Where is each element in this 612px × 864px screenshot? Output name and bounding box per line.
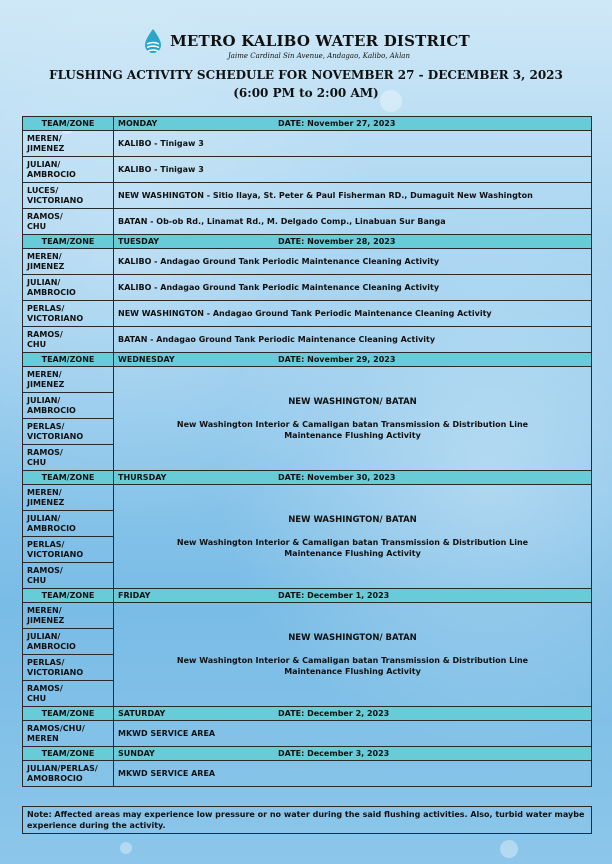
day-header-row bbox=[23, 353, 592, 367]
day-date: DATE: November 30, 2023 bbox=[278, 473, 396, 482]
merged-activity-cell bbox=[114, 603, 592, 707]
day-header-row bbox=[23, 589, 592, 603]
team-zone-header: TEAM/ZONE bbox=[23, 589, 114, 603]
schedule-time: (6:00 PM to 2:00 AM) bbox=[233, 86, 379, 100]
table-row bbox=[23, 367, 592, 393]
table-row bbox=[23, 721, 592, 747]
team-zone-header: TEAM/ZONE bbox=[23, 117, 114, 131]
activity-cell: BATAN - Andagao Ground Tank Periodic Maintenance Cleaning Activity bbox=[114, 327, 592, 353]
team-cell: JULIAN/ AMBROCIO bbox=[23, 511, 114, 537]
activity-cell: NEW WASHINGTON - Sitio Ilaya, St. Peter & Paul Fisherman RD., Dumaguit New Washington bbox=[114, 183, 592, 209]
merged-activity-desc: New Washington Interior & Camaligan batan Transmission & Distribution Line Maintenance Flushing Activity bbox=[176, 419, 529, 440]
team-cell: PERLAS/ VICTORIANO bbox=[23, 301, 114, 327]
day-header-row bbox=[23, 707, 592, 721]
activity-cell: NEW WASHINGTON - Andagao Ground Tank Periodic Maintenance Cleaning Activity bbox=[114, 301, 592, 327]
day-header-cell bbox=[114, 707, 592, 721]
day-date: DATE: December 3, 2023 bbox=[278, 749, 390, 758]
day-date: DATE: December 1, 2023 bbox=[278, 591, 390, 600]
team-cell: LUCES/ VICTORIANO bbox=[23, 183, 114, 209]
activity-cell: KALIBO - Tinigaw 3 bbox=[114, 131, 592, 157]
activity-cell: KALIBO - Andagao Ground Tank Periodic Maintenance Cleaning Activity bbox=[114, 275, 592, 301]
merged-activity-title: NEW WASHINGTON/ BATAN bbox=[288, 632, 417, 643]
merged-activity-cell bbox=[114, 485, 592, 589]
table-row bbox=[23, 761, 592, 787]
day-header-cell bbox=[114, 117, 592, 131]
day-name: SATURDAY bbox=[118, 709, 166, 718]
team-cell: PERLAS/ VICTORIANO bbox=[23, 419, 114, 445]
table-row bbox=[23, 209, 592, 235]
team-zone-header: TEAM/ZONE bbox=[23, 353, 114, 367]
note-box: Note: Affected areas may experience low pressure or no water during the said flushing activities. Also, turbid water maybe experience during the activity. bbox=[22, 806, 592, 834]
activity-cell: KALIBO - Tinigaw 3 bbox=[114, 157, 592, 183]
day-name: MONDAY bbox=[118, 119, 158, 128]
table-row bbox=[23, 157, 592, 183]
activity-cell: MKWD SERVICE AREA bbox=[114, 721, 592, 747]
team-cell: JULIAN/ AMBROCIO bbox=[23, 157, 114, 183]
team-cell: MEREN/ JIMENEZ bbox=[23, 485, 114, 511]
table-row bbox=[23, 301, 592, 327]
team-zone-header: TEAM/ZONE bbox=[23, 707, 114, 721]
day-header-row bbox=[23, 235, 592, 249]
merged-activity-desc: New Washington Interior & Camaligan batan Transmission & Distribution Line Maintenance Flushing Activity bbox=[176, 655, 529, 676]
team-cell: JULIAN/ AMBROCIO bbox=[23, 629, 114, 655]
org-address: Jaime Cardinal Sin Avenue, Andagao, Kalibo, Aklan bbox=[228, 52, 410, 60]
day-name: SUNDAY bbox=[118, 749, 155, 758]
team-cell: JULIAN/PERLAS/ AMOBROCIO bbox=[23, 761, 114, 787]
merged-activity-title: NEW WASHINGTON/ BATAN bbox=[288, 396, 417, 407]
bubble-decoration bbox=[500, 840, 518, 858]
table-row bbox=[23, 603, 592, 629]
org-banner bbox=[0, 28, 612, 54]
table-row bbox=[23, 275, 592, 301]
table-row bbox=[23, 183, 592, 209]
activity-cell: KALIBO - Andagao Ground Tank Periodic Maintenance Cleaning Activity bbox=[114, 249, 592, 275]
day-name: TUESDAY bbox=[118, 237, 160, 246]
day-name: FRIDAY bbox=[118, 591, 151, 600]
team-cell: RAMOS/ CHU bbox=[23, 681, 114, 707]
schedule-table bbox=[22, 116, 592, 787]
team-cell: MEREN/ JIMENEZ bbox=[23, 131, 114, 157]
team-cell: MEREN/ JIMENEZ bbox=[23, 367, 114, 393]
table-row bbox=[23, 327, 592, 353]
day-header-cell bbox=[114, 589, 592, 603]
activity-cell: BATAN - Ob-ob Rd., Linamat Rd., M. Delgado Comp., Linabuan Sur Banga bbox=[114, 209, 592, 235]
day-header-cell bbox=[114, 747, 592, 761]
team-cell: MEREN/ JIMENEZ bbox=[23, 603, 114, 629]
day-name: WEDNESDAY bbox=[118, 355, 175, 364]
day-header-cell bbox=[114, 471, 592, 485]
team-cell: JULIAN/ AMBROCIO bbox=[23, 393, 114, 419]
day-header-row bbox=[23, 747, 592, 761]
table-row bbox=[23, 485, 592, 511]
water-drop-logo-icon bbox=[142, 28, 164, 54]
activity-cell: MKWD SERVICE AREA bbox=[114, 761, 592, 787]
team-cell: JULIAN/ AMBROCIO bbox=[23, 275, 114, 301]
team-zone-header: TEAM/ZONE bbox=[23, 471, 114, 485]
team-cell: RAMOS/CHU/ MEREN bbox=[23, 721, 114, 747]
merged-activity-desc: New Washington Interior & Camaligan batan Transmission & Distribution Line Maintenance Flushing Activity bbox=[176, 537, 529, 558]
merged-activity-cell bbox=[114, 367, 592, 471]
team-cell: RAMOS/ CHU bbox=[23, 209, 114, 235]
team-cell: PERLAS/ VICTORIANO bbox=[23, 655, 114, 681]
team-cell: RAMOS/ CHU bbox=[23, 327, 114, 353]
day-date: DATE: November 29, 2023 bbox=[278, 355, 396, 364]
table-row bbox=[23, 131, 592, 157]
day-name: THURSDAY bbox=[118, 473, 167, 482]
bubble-decoration bbox=[120, 842, 132, 854]
team-cell: RAMOS/ CHU bbox=[23, 445, 114, 471]
day-date: DATE: December 2, 2023 bbox=[278, 709, 390, 718]
team-cell: MEREN/ JIMENEZ bbox=[23, 249, 114, 275]
document-header bbox=[0, 28, 612, 100]
team-cell: PERLAS/ VICTORIANO bbox=[23, 537, 114, 563]
day-date: DATE: November 27, 2023 bbox=[278, 119, 396, 128]
table-row bbox=[23, 249, 592, 275]
day-date: DATE: November 28, 2023 bbox=[278, 237, 396, 246]
org-name: METRO KALIBO WATER DISTRICT bbox=[170, 32, 470, 50]
team-zone-header: TEAM/ZONE bbox=[23, 747, 114, 761]
day-header-cell bbox=[114, 235, 592, 249]
merged-activity-title: NEW WASHINGTON/ BATAN bbox=[288, 514, 417, 525]
team-cell: RAMOS/ CHU bbox=[23, 563, 114, 589]
day-header-cell bbox=[114, 353, 592, 367]
team-zone-header: TEAM/ZONE bbox=[23, 235, 114, 249]
day-header-row bbox=[23, 471, 592, 485]
day-header-row bbox=[23, 117, 592, 131]
schedule-title: FLUSHING ACTIVITY SCHEDULE FOR NOVEMBER 27 - DECEMBER 3, 2023 bbox=[49, 68, 563, 82]
